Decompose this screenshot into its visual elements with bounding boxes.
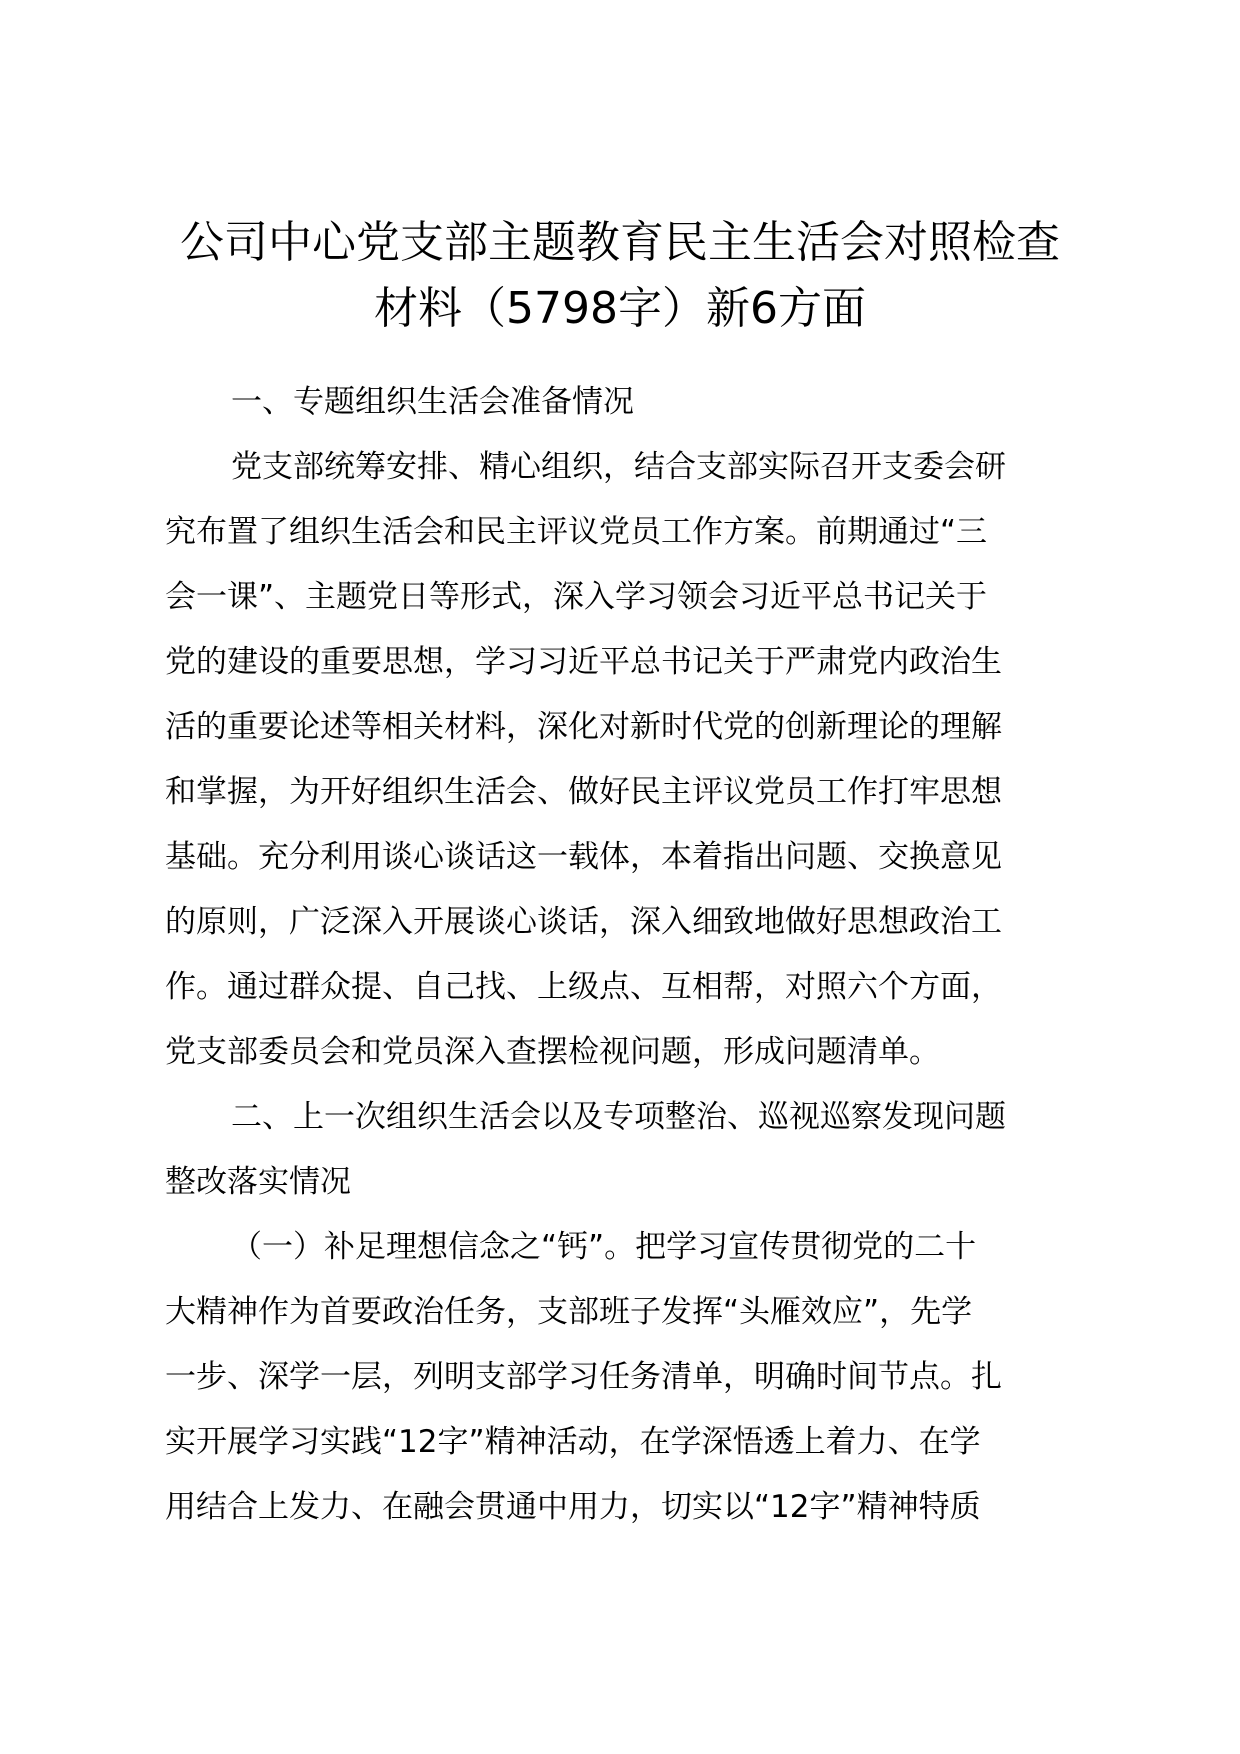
body-line: 实开展学习实践“12字”精神活动，在学深悟透上着力、在学	[165, 1424, 981, 1460]
body-line: 党支部委员会和党员深入查摆检视问题，形成问题清单。	[165, 1034, 940, 1070]
title-line-2: 材料（5798字）新6方面	[374, 283, 866, 334]
document-body	[165, 370, 1085, 1540]
body-line: 会一课”、主题党日等形式，深入学习领会习近平总书记关于	[165, 579, 988, 615]
section-heading-1: 一、专题组织生活会准备情况	[231, 384, 634, 420]
section-heading-2: 二、上一次组织生活会以及专项整治、巡视巡察发现问题	[231, 1099, 1006, 1135]
section-heading-2-continued: 整改落实情况	[165, 1164, 351, 1200]
title-line-1: 公司中心党支部主题教育民主生活会对照检查	[180, 217, 1060, 268]
body-line: 活的重要论述等相关材料，深化对新时代党的创新理论的理解	[165, 709, 1002, 745]
body-line: 党支部统筹安排、精心组织，结合支部实际召开支委会研	[231, 449, 1006, 485]
body-line: 基础。充分利用谈心谈话这一载体，本着指出问题、交换意见	[165, 839, 1002, 875]
body-line: （一）补足理想信念之“钙”。把学习宣传贯彻党的二十	[231, 1229, 977, 1265]
body-line: 和掌握，为开好组织生活会、做好民主评议党员工作打牢思想	[165, 774, 1002, 810]
document-title	[150, 210, 1090, 342]
body-line: 的原则，广泛深入开展谈心谈话，深入细致地做好思想政治工	[165, 904, 1002, 940]
body-line: 大精神作为首要政治任务，支部班子发挥“头雁效应”，先学	[165, 1294, 973, 1330]
body-line: 用结合上发力、在融会贯通中用力，切实以“12字”精神特质	[165, 1489, 981, 1525]
body-line: 党的建设的重要思想，学习习近平总书记关于严肃党内政治生	[165, 644, 1002, 680]
body-line: 一步、深学一层，列明支部学习任务清单，明确时间节点。扎	[165, 1359, 1002, 1395]
body-line: 作。通过群众提、自己找、上级点、互相帮，对照六个方面，	[165, 969, 1002, 1005]
body-line: 究布置了组织生活会和民主评议党员工作方案。前期通过“三	[165, 514, 988, 550]
